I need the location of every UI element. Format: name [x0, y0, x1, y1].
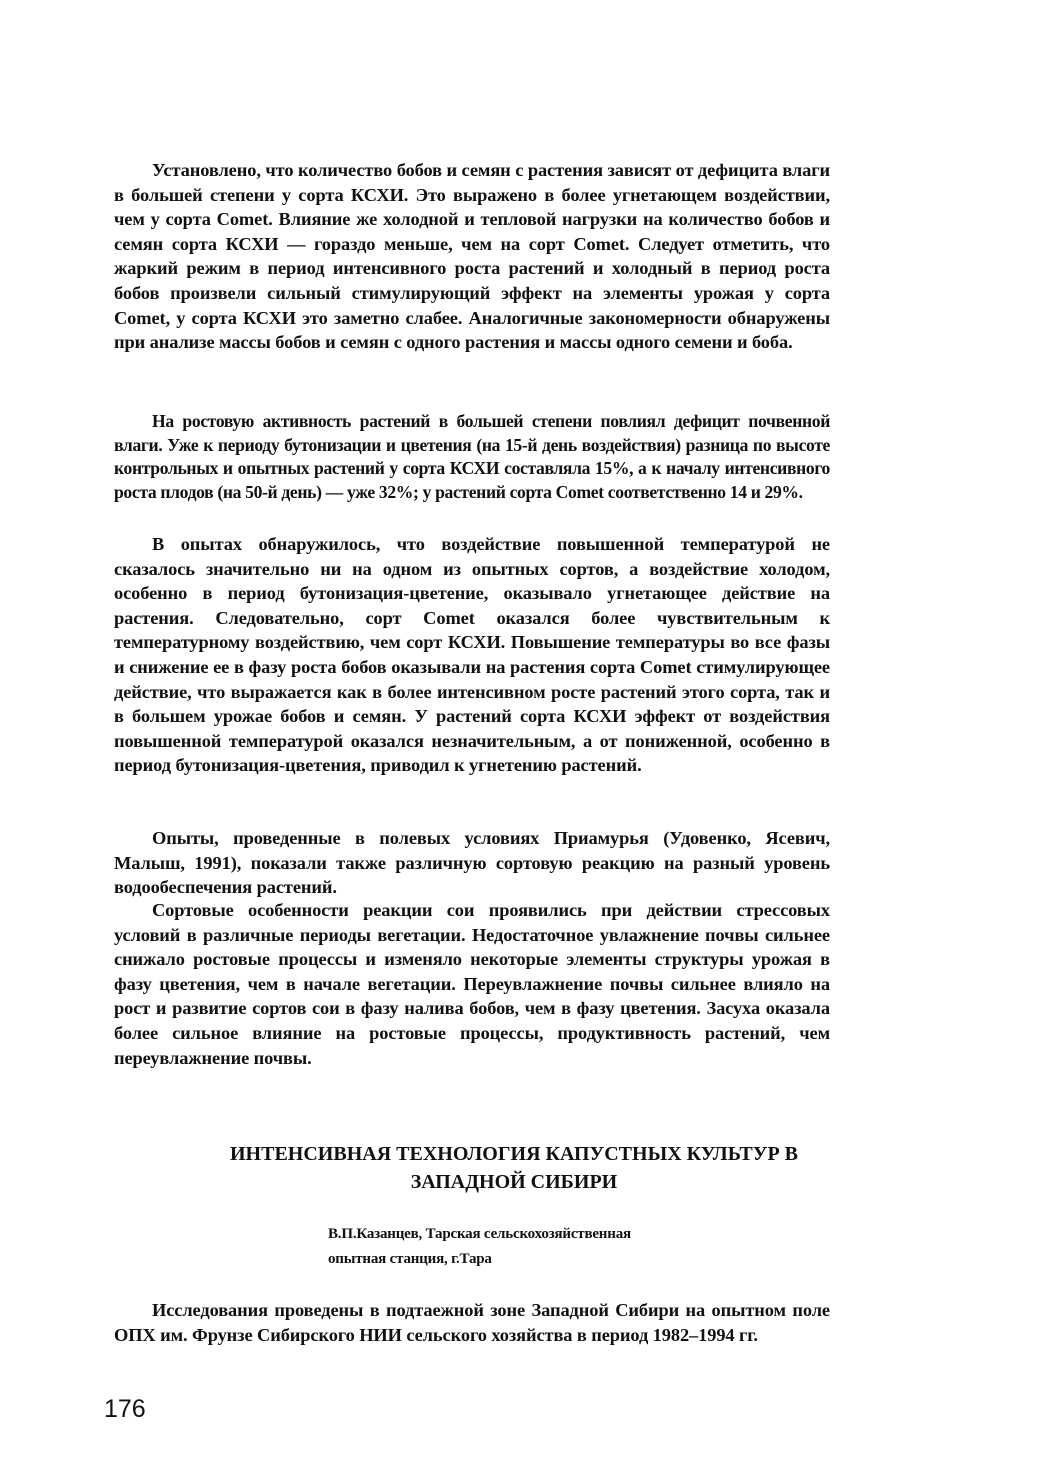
heading-line-2: ЗАПАДНОЙ СИБИРИ — [410, 1171, 618, 1193]
page-number: 176 — [104, 1395, 146, 1423]
paragraph-growth-activity: На ростовую активность растений в большей степени повлиял дефицит почвенной влаги. Уже к периоду бутонизации и цветения (на 15-й день воздействия) разница по высоте контрольных и опытных растений у сорта КСХИ составляла 15%, а к началу интенсивного роста плодов (на 50-й день) — уже 32%; у растений сорта Comet соответственно 14 и 29%. — [114, 411, 830, 503]
paragraph-intro: Исследования проведены в подтаежной зоне Западной Сибири на опытном поле ОПХ им. Фрунзе Сибирского НИИ сельского хозяйства в период 1982–1994 гг. — [114, 1300, 830, 1345]
paragraph-varietal-features: Сортовые особенности реакции сои проявились при действии стрессовых условий в различные периоды вегетации. Недостаточное увлажнение почвы сильнее снижало ростовые процессы и изменяло некоторые элементы структуры урожая в фазу цветения, чем в начале вегетации. Переувлажнение почвы сильнее влияло на рост и развитие сортов сои в фазу налива бобов, чем в фазу цветения. Засуха оказала более сильное влияние на ростовые процессы, продуктивность растений, чем переувлажнение почвы. — [114, 900, 830, 1068]
paragraph-findings: Установлено, что количество бобов и семян с растения зависят от дефицита влаги в большей степени у сорта КСХИ. Это выражено в более угнетающем воздействии, чем у сорта Comet. Влияние же холодной и тепловой нагрузки на количество бобов и семян сорта КСХИ — гораздо меньше, чем на сорт Comet. Следует отметить, что жаркий режим в период интенсивного роста растений и холодный в период роста бобов произвели сильный стимулирующий эффект на элементы урожая у сорта Comet, у сорта КСХИ это заметно слабее. Аналогичные закономерности обнаружены при анализе массы бобов и семян с одного растения и массы одного семени и боба. — [114, 160, 830, 353]
paragraph-temperature-effects: В опытах обнаружилось, что воздействие повышенной температурой не сказалось значительно ни на одном из опытных сортов, а воздействие холодом, особенно в период бутонизация-цветение, оказывало угнетающее действие на растения. Следовательно, сорт Comet оказался более чувствительным к температурному воздействию, чем сорт КСХИ. Повышение температуры во все фазы и снижение ее в фазу роста бобов оказывали на растения сорта Comet стимулирующее действие, что выражается как в более интенсивном росте растений этого сорта, так и в большем урожае бобов и семян. У растений сорта КСХИ эффект от воздействия повышенной температурой оказался незначительным, а от пониженной, особенно в период бутонизация-цветения, приводил к угнетению растений. — [114, 534, 830, 776]
byline-line-2: опытная станция, г.Тара — [328, 1251, 492, 1267]
article-heading — [114, 1140, 914, 1196]
heading-line-1: ИНТЕНСИВНАЯ ТЕХНОЛОГИЯ КАПУСТНЫХ КУЛЬТУР В — [230, 1143, 798, 1165]
author-byline — [328, 1222, 788, 1272]
paragraph-field-experiments: Опыты, проведенные в полевых условиях Приамурья (Удовенко, Ясевич, Малыш, 1991), показали также различную сортовую реакцию на разный уровень водообеспечения растений. — [114, 828, 830, 898]
byline-line-1: В.П.Казанцев, Тарская сельскохозяйственная — [328, 1226, 631, 1242]
